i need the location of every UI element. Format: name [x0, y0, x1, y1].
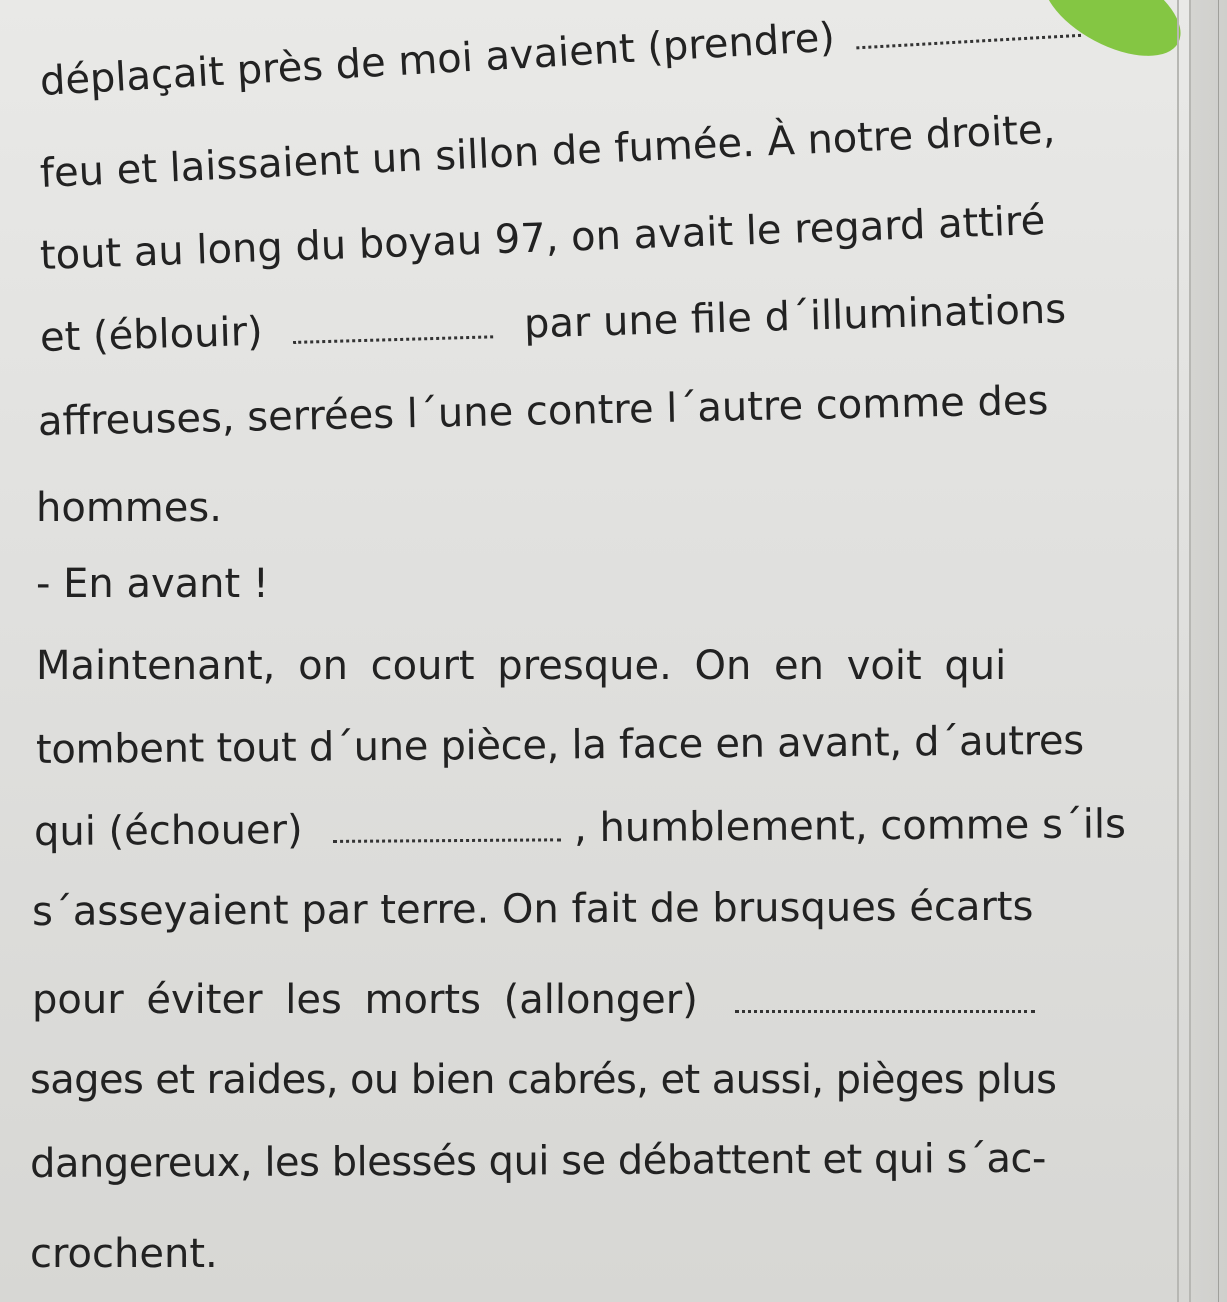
text-line-14	[30, 1135, 1046, 1188]
text-line-content: crochent.	[30, 1231, 218, 1277]
text-line-content: pour éviter les morts (allonger)	[32, 977, 698, 1023]
text-line-content: et (éblouir)	[39, 308, 264, 361]
text-line-15	[30, 1230, 218, 1278]
fill-in-blank-eblouir[interactable]	[293, 325, 493, 344]
text-line-content: dangereux, les blessés qui se débattent et qui s´ac-	[29, 1135, 1046, 1187]
text-line-11	[32, 883, 1034, 936]
text-line-10	[34, 800, 1126, 856]
text-line-3	[39, 197, 1046, 280]
text-line-content: - En avant !	[36, 561, 269, 607]
fill-in-blank-allonger[interactable]	[735, 1000, 1035, 1013]
text-line-content: , humblement, comme s´ils	[573, 801, 1127, 852]
text-line-content: s´asseyaient par terre. On fait de brusques écarts	[31, 883, 1034, 935]
text-line-8	[36, 642, 1006, 690]
text-line-content: affreuses, serrées l´une contre l´autre comme des	[37, 377, 1049, 445]
text-line-content: feu et laissaient un sillon de fumée. À notre droite,	[38, 106, 1057, 197]
text-line-1	[39, 0, 1082, 106]
text-line-6	[36, 484, 222, 532]
text-line-content: qui (échouer)	[33, 807, 303, 855]
text-line-7	[36, 560, 269, 608]
text-line-content: hommes.	[36, 485, 222, 531]
text-line-5	[37, 377, 1048, 446]
text-line-12	[32, 976, 1035, 1024]
text-line-2	[39, 106, 1056, 198]
text-line-content: tout au long du boyau 97, on avait le regard attiré	[39, 197, 1046, 279]
text-line-content: Maintenant, on court presque. On en voit qui	[36, 643, 1007, 689]
text-line-content: par une file d´illuminations	[523, 286, 1067, 348]
text-line-9	[36, 717, 1084, 774]
fill-in-blank-echouer[interactable]	[333, 828, 561, 843]
text-line-13	[30, 1056, 1056, 1104]
text-line-4	[39, 285, 1066, 362]
fill-in-blank-prendre[interactable]	[855, 24, 1080, 50]
text-line-content: déplaçait près de moi avaient (prendre)	[38, 14, 837, 105]
text-line-content: tombent tout d´une pièce, la face en avant, d´autres	[35, 717, 1084, 773]
text-line-content: sages et raides, ou bien cabrés, et aussi, pièges plus	[30, 1057, 1057, 1103]
